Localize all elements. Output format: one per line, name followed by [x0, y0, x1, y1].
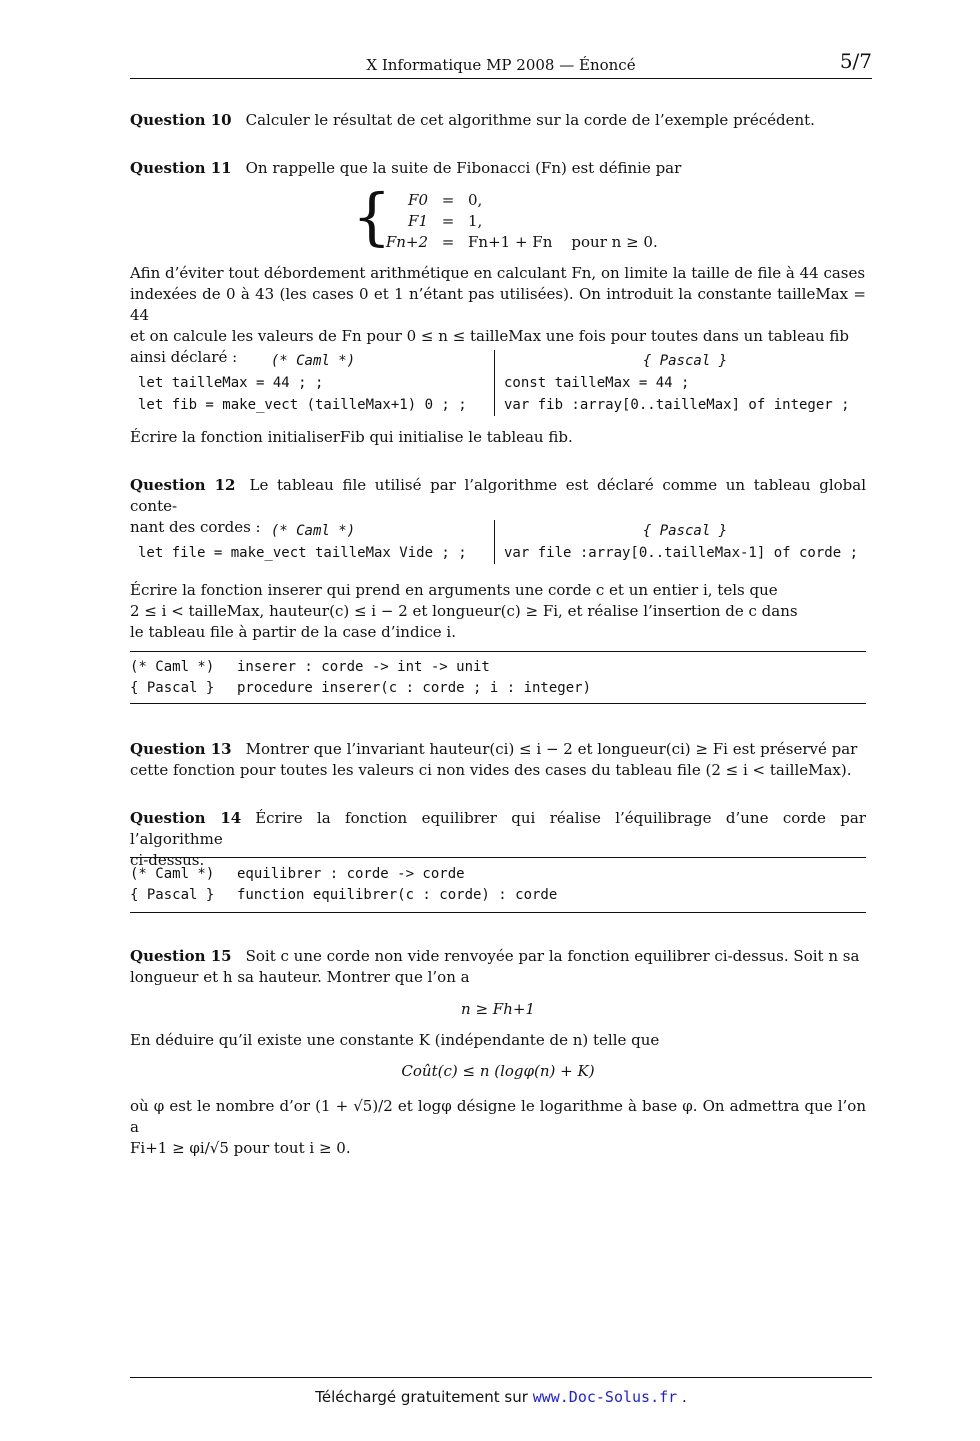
inserer-signature	[130, 651, 866, 704]
paragraph-line: Écrire la fonction inserer qui prend en arguments une corde c et un entier i, tels que	[130, 581, 778, 599]
question-label: Question 15	[130, 947, 232, 965]
header-title: X Informatique MP 2008 — Énoncé	[366, 56, 636, 74]
question-label: Question 13	[130, 740, 232, 758]
caml-column	[138, 350, 488, 416]
formula-n-fibonacci: n ≥ Fh+1	[461, 1000, 535, 1018]
question-label: Question 14	[130, 809, 242, 827]
question-10	[130, 110, 866, 131]
pascal-header: { Pascal }	[642, 353, 728, 369]
question-label: Question 10	[130, 111, 232, 129]
paragraph-line: et on calcule les valeurs de Fn pour 0 ≤ n ≤ tailleMax une fois pour toutes dans un tableau fib	[130, 327, 849, 345]
paragraph-line: En déduire qu’il existe une constante K (indépendante de n) telle que	[130, 1031, 660, 1049]
code-line: var fib :array[0..tailleMax] of integer ;	[504, 397, 850, 413]
question-text: On rappelle que la suite de Fibonacci (Fn) est définie par	[245, 159, 682, 177]
question-label: Question 12	[130, 476, 236, 494]
paragraph-line: Afin d’éviter tout débordement arithmétique en calculant Fn, on limite la taille de file à 44 cases	[130, 264, 866, 282]
page-header	[130, 49, 872, 79]
question-15-mid	[130, 1030, 866, 1051]
code-line: let tailleMax = 44 ; ;	[138, 375, 324, 391]
page-number: 5/7	[839, 49, 872, 73]
footer	[130, 1387, 872, 1408]
question-11-intro	[130, 158, 866, 179]
signature-row	[130, 885, 866, 906]
code-line: const tailleMax = 44 ;	[504, 375, 690, 391]
footer-rule	[130, 1377, 872, 1378]
paragraph-line: nant des cordes :	[130, 518, 261, 536]
paragraph-line: Soit c une corde non vide renvoyée par la fonction equilibrer ci-dessus. Soit n sa	[245, 947, 860, 965]
paragraph-line: Montrer que l’invariant hauteur(ci) ≤ i − 2 et longueur(ci) ≥ Fi est préservé par	[245, 740, 858, 758]
code-line: let file = make_vect tailleMax Vide ; ;	[138, 545, 467, 561]
question-12-task	[130, 580, 866, 643]
case-rhs: Fn+1 + Fn pour n ≥ 0.	[468, 233, 658, 251]
paragraph-line: Écrire la fonction equilibrer qui réalise l’équilibrage d’une corde par l’algorithme	[130, 809, 866, 848]
question-13	[130, 739, 866, 781]
signature-code: procedure inserer(c : corde ; i : integer)	[237, 680, 592, 696]
doc-solus-link[interactable]: www.Doc-Solus.fr	[532, 1388, 678, 1406]
paragraph-line: longueur et h sa hauteur. Montrer que l’on a	[130, 968, 470, 986]
signature-code: equilibrer : corde -> corde	[237, 866, 465, 882]
code-line: var file :array[0..tailleMax-1] of corde ;	[504, 545, 859, 561]
question-label: Question 11	[130, 159, 232, 177]
paragraph-line: 2 ≤ i < tailleMax, hauteur(c) ≤ i − 2 et longueur(c) ≥ Fi, et réalise l’insertion de c dans	[130, 602, 798, 620]
paragraph-line: indexées de 0 à 43 (les cases 0 et 1 n’étant pas utilisées). On introduit la constante tailleMax = 44	[130, 285, 866, 324]
pascal-header: { Pascal }	[642, 523, 728, 539]
pascal-column	[504, 520, 866, 564]
equals-sign: =	[441, 212, 455, 230]
case-rhs: 1,	[468, 212, 483, 230]
fibonacci-definition	[352, 180, 672, 256]
question-text: Calculer le résultat de cet algorithme sur la corde de l’exemple précédent.	[245, 111, 815, 129]
paragraph-line: ainsi déclaré :	[130, 348, 238, 366]
case-lhs: Fn+2	[385, 233, 428, 251]
signature-row	[130, 657, 866, 678]
brace-symbol: {	[352, 180, 392, 253]
equals-sign: =	[441, 233, 455, 251]
signature-row	[130, 678, 866, 699]
column-separator	[494, 350, 495, 416]
code-line: let fib = make_vect (tailleMax+1) 0 ; ;	[138, 397, 467, 413]
paragraph-line: où φ est le nombre d’or (1 + √5)/2 et logφ désigne le logarithme à base φ. On admettra que l’on a	[130, 1097, 866, 1136]
paragraph-line: ci-dessus.	[130, 851, 205, 869]
language-tag: (* Caml *)	[130, 866, 215, 882]
pascal-column	[504, 350, 866, 416]
case-rhs: 0,	[468, 191, 483, 209]
case-row	[372, 232, 658, 253]
equilibrer-signature	[130, 857, 866, 913]
case-lhs: F1	[408, 212, 428, 230]
language-tag: (* Caml *)	[130, 659, 215, 675]
caml-column	[138, 520, 488, 564]
case-lhs: F0	[408, 191, 428, 209]
footer-suffix: .	[677, 1388, 687, 1406]
file-declaration-code	[130, 520, 866, 564]
paragraph-line: le tableau file à partir de la case d’indice i.	[130, 623, 456, 641]
column-separator	[494, 520, 495, 564]
language-tag: { Pascal }	[130, 887, 215, 903]
formula-cost: Coût(c) ≤ n (logφ(n) + K)	[401, 1062, 595, 1080]
question-15-end	[130, 1096, 866, 1159]
paragraph-line: cette fonction pour toutes les valeurs ci non vides des cases du tableau file (2 ≤ i < tailleMax).	[130, 761, 852, 779]
signature-code: function equilibrer(c : corde) : corde	[237, 887, 558, 903]
case-row	[372, 190, 482, 211]
case-row	[372, 211, 482, 232]
signature-code: inserer : corde -> int -> unit	[237, 659, 490, 675]
fib-declaration-code	[130, 350, 866, 416]
language-tag: { Pascal }	[130, 680, 215, 696]
question-15	[130, 946, 866, 988]
equals-sign: =	[441, 191, 455, 209]
task-text: Écrire la fonction initialiserFib qui initialise le tableau fib.	[130, 428, 573, 446]
paragraph-line: Le tableau file utilisé par l’algorithme est déclaré comme un tableau global conte-	[130, 476, 866, 515]
signature-row	[130, 864, 866, 885]
footer-text: Téléchargé gratuitement sur	[315, 1388, 528, 1406]
question-11-task	[130, 427, 866, 448]
caml-header: (* Caml *)	[270, 353, 356, 369]
caml-header: (* Caml *)	[270, 523, 356, 539]
paragraph-line: Fi+1 ≥ φi/√5 pour tout i ≥ 0.	[130, 1139, 351, 1157]
